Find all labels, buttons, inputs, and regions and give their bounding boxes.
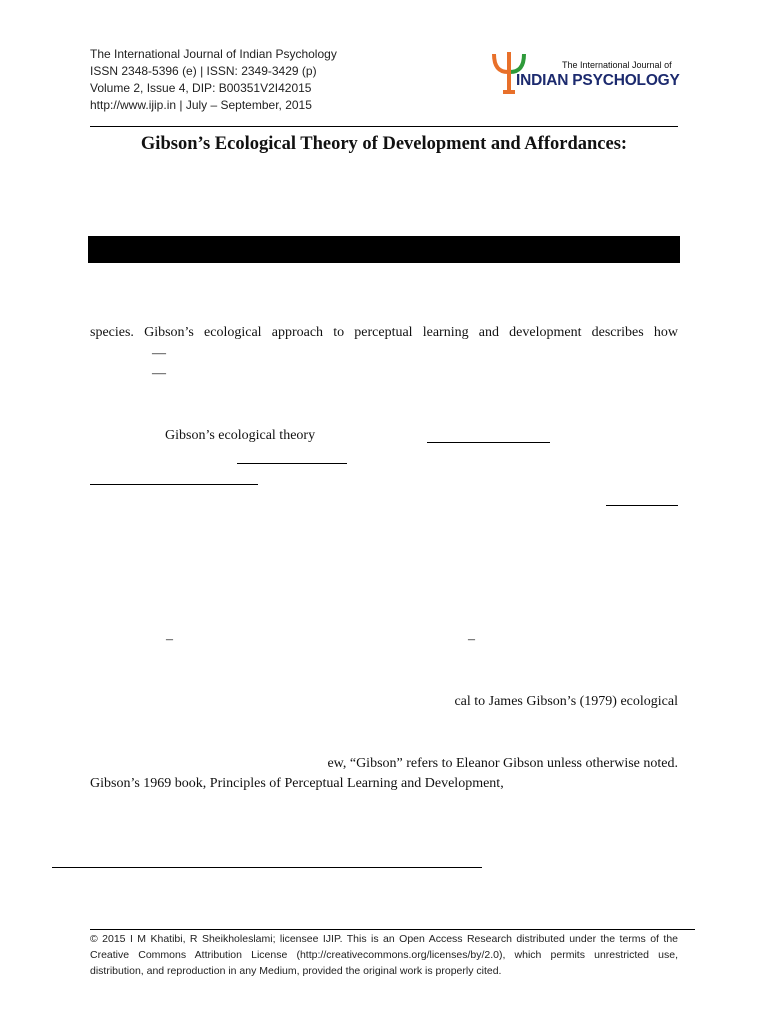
url-date-line[interactable]: http://www.ijip.in | July – September, 2015 [90,98,312,112]
body-line-5: Gibson’s 1969 book, Principles of Perceptual Learning and Development, [90,776,504,791]
journal-name: The International Journal of Indian Psychology [90,47,337,61]
em-dash-1: — [152,346,166,361]
article-title: Gibson’s Ecological Theory of Development and Affordances: [140,134,628,154]
header-rule [90,126,678,127]
logo-big-text: INDIAN PSYCHOLOGY [516,72,680,89]
issn-line: ISSN 2348-5396 (e) | ISSN: 2349-3429 (p) [90,64,317,78]
underline-4 [606,505,678,506]
license-footer: © 2015 I M Khatibi, R Sheikholeslami; licensee IJIP. This is an Open Access Research distributed under the terms of the Creative Commons Attribution License (http://creativecommons.org/licenses/by/2.0), which permits unrestricted use, distribution, and reproduction in any Medium, provided the original work is properly cited. [90,933,678,977]
underline-1 [427,442,550,443]
body-line-4: ew, “Gibson” refers to Eleanor Gibson unless otherwise noted. [327,756,678,771]
redaction-bar [88,236,680,263]
footnote-rule [52,867,482,868]
em-dash-2: — [152,366,166,381]
logo-small-text: The International Journal of [562,60,672,70]
footer-rule [90,929,695,930]
body-line-3: cal to James Gibson’s (1979) ecological [454,694,678,709]
underline-2 [237,463,347,464]
en-dash-2: – [468,632,475,647]
underline-3 [90,484,258,485]
journal-logo [490,48,680,98]
body-line-2: Gibson’s ecological theory [165,428,316,443]
body-line-1: species. Gibson’s ecological approach to perceptual learning and development describes how [90,325,678,340]
en-dash-1: – [166,632,173,647]
volume-line: Volume 2, Issue 4, DIP: B00351V2I42015 [90,81,312,95]
